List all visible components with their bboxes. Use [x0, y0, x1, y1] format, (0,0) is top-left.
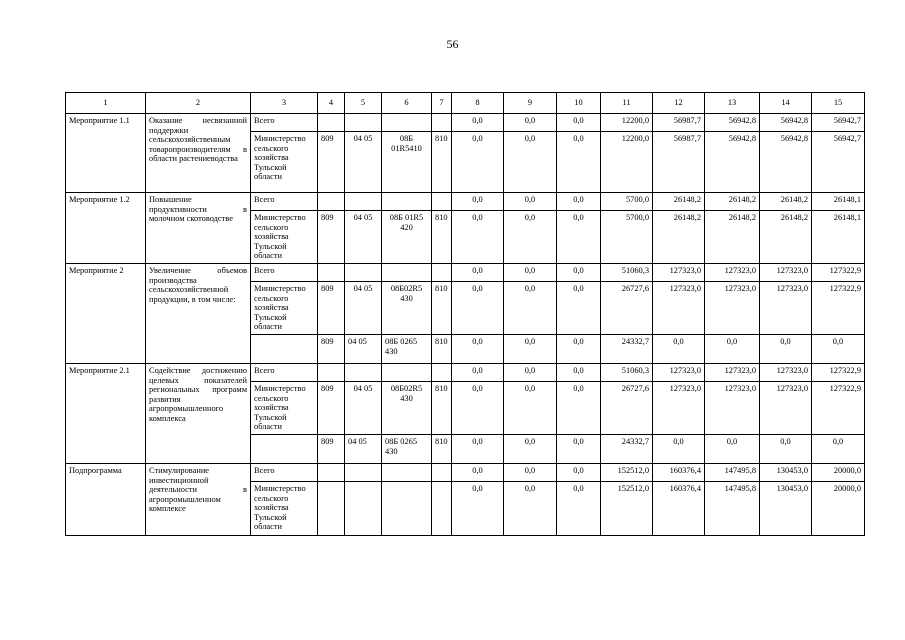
measure-id: Мероприятие 1.1: [66, 114, 146, 193]
total-row: [66, 264, 865, 282]
value-cell: 0,0: [452, 434, 504, 463]
value-cell: 26148,2: [705, 193, 760, 211]
total-label: Всего: [251, 264, 318, 282]
value-cell: 0,0: [504, 264, 557, 282]
value-cell: 26148,1: [812, 211, 865, 264]
value-cell: 0,0: [557, 481, 601, 535]
value-cell: 0,0: [452, 193, 504, 211]
value-cell: 26148,2: [653, 193, 705, 211]
value-cell: 0,0: [452, 114, 504, 132]
value-cell: 56942,8: [705, 114, 760, 132]
value-cell: 0,0: [557, 434, 601, 463]
value-cell: 56942,8: [760, 114, 812, 132]
value-cell: 5700,0: [601, 193, 653, 211]
executor-label: Министерство сельского хозяйства Тульской области: [251, 211, 318, 264]
executor-label: Министерство сельского хозяйства Тульской области: [251, 132, 318, 193]
value-cell: 0,0: [504, 282, 557, 335]
value-cell: 0,0: [504, 132, 557, 193]
value-cell: 0,0: [452, 381, 504, 434]
rzpr-code: 04 05: [345, 381, 382, 434]
value-cell: 12200,0: [601, 132, 653, 193]
executor-label: Министерство сельского хозяйства Тульской области: [251, 481, 318, 535]
value-cell: 127323,0: [653, 264, 705, 282]
value-cell: 26148,2: [760, 211, 812, 264]
total-row: [66, 114, 865, 132]
rzpr-code: 04 05: [345, 211, 382, 264]
value-cell: 0,0: [812, 334, 865, 363]
csr-code: [382, 481, 432, 535]
csr-code: 08Б02R5 430: [382, 282, 432, 335]
value-cell: 0,0: [504, 211, 557, 264]
total-row: [66, 363, 865, 381]
value-cell: 127323,0: [760, 381, 812, 434]
csr-code: 08Б 01R5 420: [382, 211, 432, 264]
measure-name: Увеличение объемов производства сельскохозяйственной продукции, в том числе:: [146, 264, 251, 364]
rzpr-code: [345, 481, 382, 535]
total-row: [66, 463, 865, 481]
total-label: Всего: [251, 114, 318, 132]
value-cell: 130453,0: [760, 463, 812, 481]
measure-id: Мероприятие 1.2: [66, 193, 146, 264]
measure-name: Повышение продуктивности в молочном скотоводстве: [146, 193, 251, 264]
header-cell: 7: [432, 93, 452, 114]
value-cell: 0,0: [557, 381, 601, 434]
value-cell: 0,0: [452, 264, 504, 282]
value-cell: 0,0: [557, 334, 601, 363]
vr-code: 810: [432, 434, 452, 463]
value-cell: 160376,4: [653, 481, 705, 535]
measure-id: Мероприятие 2: [66, 264, 146, 364]
value-cell: 0,0: [504, 381, 557, 434]
executor-label: [251, 434, 318, 463]
header-cell: 10: [557, 93, 601, 114]
grbs-code: [318, 481, 345, 535]
value-cell: 127323,0: [705, 264, 760, 282]
value-cell: 0,0: [760, 434, 812, 463]
csr-code: 08Б 0265 430: [382, 434, 432, 463]
csr-code: 08Б02R5 430: [382, 381, 432, 434]
value-cell: 5700,0: [601, 211, 653, 264]
value-cell: 0,0: [653, 334, 705, 363]
vr-code: 810: [432, 334, 452, 363]
value-cell: 127323,0: [653, 381, 705, 434]
header-cell: 1: [66, 93, 146, 114]
value-cell: 0,0: [452, 363, 504, 381]
value-cell: 0,0: [504, 434, 557, 463]
value-cell: 56942,8: [705, 132, 760, 193]
header-cell: 14: [760, 93, 812, 114]
rzpr-code: 04 05: [345, 434, 382, 463]
grbs-code: 809: [318, 211, 345, 264]
rzpr-code: 04 05: [345, 132, 382, 193]
value-cell: 0,0: [504, 193, 557, 211]
value-cell: 0,0: [557, 363, 601, 381]
header-cell: 12: [653, 93, 705, 114]
header-row: [66, 93, 865, 114]
value-cell: 127322,9: [812, 381, 865, 434]
value-cell: 0,0: [557, 193, 601, 211]
header-cell: 6: [382, 93, 432, 114]
value-cell: 160376,4: [653, 463, 705, 481]
value-cell: 0,0: [504, 114, 557, 132]
value-cell: 0,0: [705, 334, 760, 363]
value-cell: 26148,2: [653, 211, 705, 264]
value-cell: 127323,0: [705, 381, 760, 434]
header-cell: 13: [705, 93, 760, 114]
value-cell: 24332,7: [601, 334, 653, 363]
value-cell: 56987,7: [653, 132, 705, 193]
measure-id: Подпрограмма: [66, 463, 146, 535]
value-cell: 20000,0: [812, 481, 865, 535]
rzpr-code: 04 05: [345, 282, 382, 335]
value-cell: 0,0: [504, 481, 557, 535]
value-cell: 26148,2: [705, 211, 760, 264]
value-cell: 56942,7: [812, 132, 865, 193]
page-number: 56: [446, 37, 459, 51]
value-cell: 26148,2: [760, 193, 812, 211]
measure-name: Содействие достижению целевых показателей региональных программ развития агропромышленного комплекса: [146, 363, 251, 463]
total-label: Всего: [251, 363, 318, 381]
value-cell: 127322,9: [812, 363, 865, 381]
value-cell: 0,0: [653, 434, 705, 463]
value-cell: 130453,0: [760, 481, 812, 535]
value-cell: 24332,7: [601, 434, 653, 463]
value-cell: 0,0: [504, 363, 557, 381]
value-cell: 127323,0: [760, 264, 812, 282]
value-cell: 0,0: [504, 463, 557, 481]
measure-id: Мероприятие 2.1: [66, 363, 146, 463]
vr-code: 810: [432, 381, 452, 434]
value-cell: 0,0: [452, 481, 504, 535]
value-cell: 0,0: [557, 132, 601, 193]
value-cell: 26727,6: [601, 381, 653, 434]
value-cell: 0,0: [452, 282, 504, 335]
header-cell: 4: [318, 93, 345, 114]
total-label: Всего: [251, 463, 318, 481]
value-cell: 127323,0: [760, 282, 812, 335]
grbs-code: 809: [318, 282, 345, 335]
rzpr-code: 04 05: [345, 334, 382, 363]
header-cell: 8: [452, 93, 504, 114]
value-cell: 51060,3: [601, 264, 653, 282]
measure-name: Оказание несвязанной поддержки сельскохозяйственным товаропроизводителям в области растениеводства: [146, 114, 251, 193]
total-label: Всего: [251, 193, 318, 211]
vr-code: [432, 481, 452, 535]
value-cell: 0,0: [812, 434, 865, 463]
value-cell: 0,0: [557, 114, 601, 132]
header-cell: 11: [601, 93, 653, 114]
value-cell: 26148,1: [812, 193, 865, 211]
grbs-code: 809: [318, 132, 345, 193]
value-cell: 147495,8: [705, 481, 760, 535]
vr-code: 810: [432, 211, 452, 264]
value-cell: 127323,0: [653, 282, 705, 335]
executor-label: Министерство сельского хозяйства Тульской области: [251, 282, 318, 335]
vr-code: 810: [432, 132, 452, 193]
value-cell: 0,0: [557, 463, 601, 481]
value-cell: 20000,0: [812, 463, 865, 481]
value-cell: 0,0: [504, 334, 557, 363]
value-cell: 147495,8: [705, 463, 760, 481]
csr-code: 08Б 01R5410: [382, 132, 432, 193]
value-cell: 127323,0: [653, 363, 705, 381]
value-cell: 56942,8: [760, 132, 812, 193]
value-cell: 127323,0: [705, 363, 760, 381]
value-cell: 0,0: [452, 132, 504, 193]
value-cell: 0,0: [452, 211, 504, 264]
grbs-code: 809: [318, 334, 345, 363]
value-cell: 56987,7: [653, 114, 705, 132]
value-cell: 127323,0: [705, 282, 760, 335]
value-cell: 0,0: [452, 334, 504, 363]
value-cell: 56942,7: [812, 114, 865, 132]
value-cell: 0,0: [557, 211, 601, 264]
header-cell: 3: [251, 93, 318, 114]
value-cell: 0,0: [760, 334, 812, 363]
grbs-code: 809: [318, 434, 345, 463]
value-cell: 152512,0: [601, 463, 653, 481]
executor-label: [251, 334, 318, 363]
value-cell: 0,0: [557, 282, 601, 335]
value-cell: 51060,3: [601, 363, 653, 381]
budget-table: [65, 92, 865, 536]
header-cell: 15: [812, 93, 865, 114]
executor-label: Министерство сельского хозяйства Тульской области: [251, 381, 318, 434]
header-cell: 5: [345, 93, 382, 114]
value-cell: 127322,9: [812, 282, 865, 335]
header-cell: 9: [504, 93, 557, 114]
value-cell: 0,0: [557, 264, 601, 282]
value-cell: 0,0: [705, 434, 760, 463]
value-cell: 127323,0: [760, 363, 812, 381]
value-cell: 12200,0: [601, 114, 653, 132]
csr-code: 08Б 0265 430: [382, 334, 432, 363]
total-row: [66, 193, 865, 211]
value-cell: 127322,9: [812, 264, 865, 282]
vr-code: 810: [432, 282, 452, 335]
value-cell: 0,0: [452, 463, 504, 481]
value-cell: 26727,6: [601, 282, 653, 335]
header-cell: 2: [146, 93, 251, 114]
value-cell: 152512,0: [601, 481, 653, 535]
measure-name: Стимулирование инвестиционной деятельности в агропромышленном комплексе: [146, 463, 251, 535]
grbs-code: 809: [318, 381, 345, 434]
